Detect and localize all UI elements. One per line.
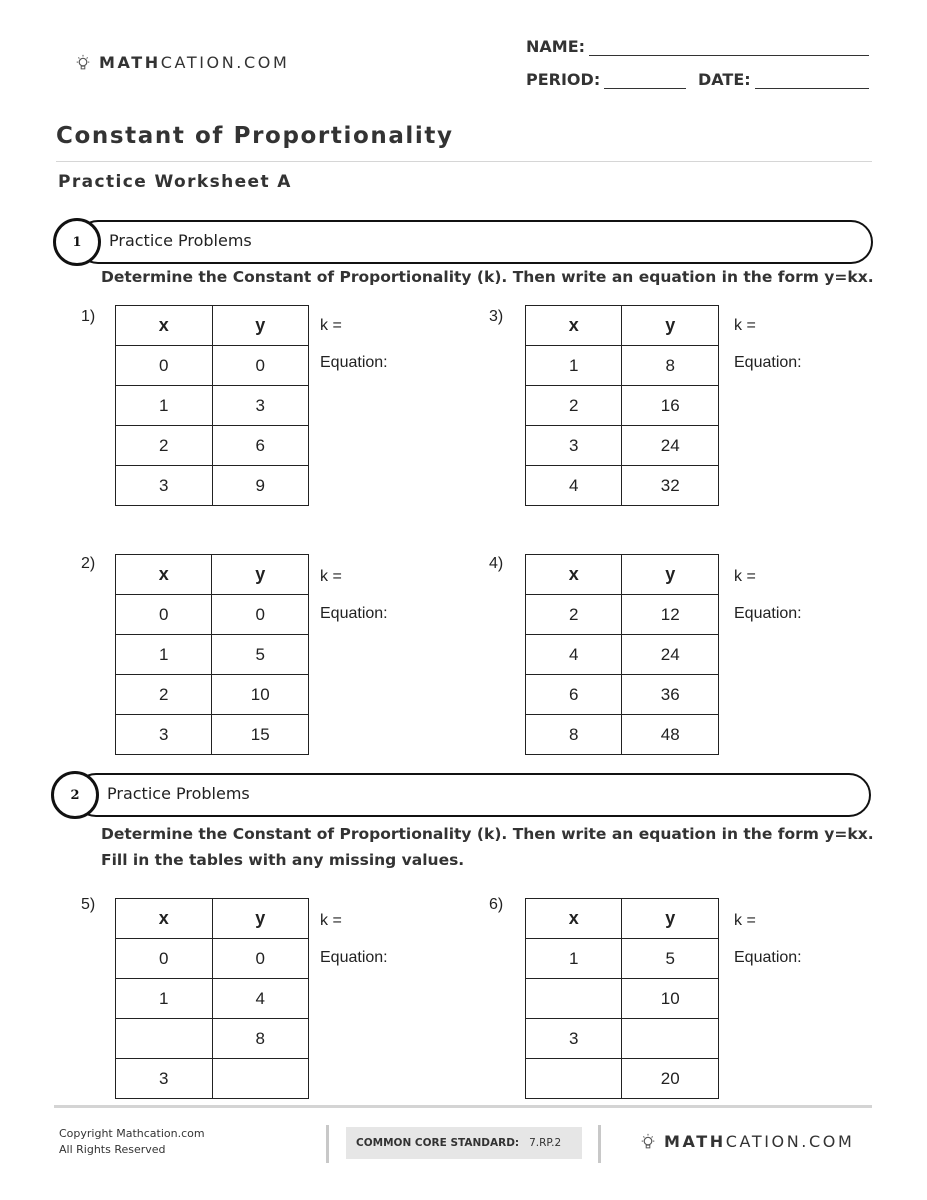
x-header: x (526, 899, 622, 939)
table-row (526, 715, 719, 755)
x-cell: 4 (526, 635, 622, 675)
mathcation-logo (74, 53, 289, 72)
table-header-row (526, 555, 719, 595)
footer-divider (54, 1105, 872, 1108)
problem-2-number: 2) (81, 555, 96, 572)
problem-1-table (115, 305, 309, 506)
y-cell: 0 (212, 346, 309, 386)
x-cell: 1 (116, 979, 213, 1019)
problem-6-table (525, 898, 719, 1099)
problem-2-equation-label: Equation: (320, 605, 388, 622)
problem-4-equation-label: Equation: (734, 605, 802, 622)
problem-1-equation-label: Equation: (320, 354, 388, 371)
y-cell-blank[interactable] (622, 1019, 719, 1059)
section-2-instruction (101, 821, 874, 873)
y-cell: 3 (212, 386, 309, 426)
problem-3-number: 3) (489, 308, 504, 325)
period-label: PERIOD: (526, 70, 601, 89)
x-cell: 6 (526, 675, 622, 715)
date-line[interactable] (755, 73, 869, 89)
x-header: x (116, 555, 212, 595)
x-cell: 8 (526, 715, 622, 755)
table-row (116, 1059, 309, 1099)
y-cell: 10 (622, 979, 719, 1019)
period-line[interactable] (604, 73, 686, 89)
y-cell: 10 (212, 675, 309, 715)
table-row (116, 595, 309, 635)
problem-6-equation-label: Equation: (734, 949, 802, 966)
date-label: DATE: (698, 70, 751, 89)
period-field[interactable] (526, 70, 686, 89)
table-header-row (116, 555, 309, 595)
x-cell: 0 (116, 346, 213, 386)
section-2-number: 2 (51, 771, 99, 819)
x-cell: 3 (116, 715, 212, 755)
x-cell-blank[interactable] (526, 979, 622, 1019)
x-header: x (116, 306, 213, 346)
section-2-instruction-line1: Determine the Constant of Proportionality (k). Then write an equation in the form y=kx. (101, 825, 874, 843)
table-row (116, 466, 309, 506)
common-core-standard-badge (346, 1127, 582, 1159)
footer-separator-right (598, 1125, 601, 1163)
problem-6-number: 6) (489, 896, 504, 913)
section-2-title: Practice Problems (107, 784, 250, 803)
table-row (116, 635, 309, 675)
x-cell: 1 (526, 346, 622, 386)
y-header: y (212, 899, 309, 939)
y-cell: 36 (622, 675, 719, 715)
y-header: y (622, 555, 719, 595)
y-header: y (212, 306, 309, 346)
x-cell-blank[interactable] (526, 1059, 622, 1099)
table-row (116, 426, 309, 466)
problem-4-number: 4) (489, 555, 504, 572)
page-title: Constant of Proportionality (56, 123, 454, 149)
name-label: NAME: (526, 37, 586, 56)
x-cell: 0 (116, 939, 213, 979)
standard-label: COMMON CORE STANDARD: (356, 1137, 520, 1149)
y-cell: 24 (622, 426, 719, 466)
name-field[interactable] (526, 37, 869, 56)
y-cell: 48 (622, 715, 719, 755)
x-cell: 3 (116, 1059, 213, 1099)
x-cell: 4 (526, 466, 622, 506)
table-header-row (526, 306, 719, 346)
x-cell: 2 (116, 675, 212, 715)
date-field[interactable] (698, 70, 869, 89)
title-divider (56, 161, 872, 162)
y-cell: 8 (622, 346, 719, 386)
lightbulb-icon (639, 1133, 657, 1151)
problem-1-k-label: k = (320, 317, 342, 334)
standard-code: 7.RP.2 (529, 1137, 562, 1149)
lightbulb-icon (74, 54, 92, 72)
x-header: x (526, 555, 622, 595)
y-cell: 6 (212, 426, 309, 466)
x-cell: 2 (116, 426, 213, 466)
problem-5-k-label: k = (320, 912, 342, 929)
x-cell-blank[interactable] (116, 1019, 213, 1059)
problem-3-k-label: k = (734, 317, 756, 334)
table-row (526, 675, 719, 715)
y-header: y (622, 306, 719, 346)
x-cell: 3 (116, 466, 213, 506)
y-cell: 15 (212, 715, 309, 755)
logo-text: MATHCATION.COM (99, 53, 290, 72)
table-row (526, 595, 719, 635)
table-header-row (116, 306, 309, 346)
x-cell: 1 (116, 386, 213, 426)
copyright-text (59, 1126, 205, 1158)
table-header-row (116, 899, 309, 939)
x-cell: 0 (116, 595, 212, 635)
footer-separator-left (326, 1125, 329, 1163)
table-row (116, 939, 309, 979)
copyright-line-1: Copyright Mathcation.com (59, 1127, 205, 1140)
table-row (526, 426, 719, 466)
problem-5-number: 5) (81, 896, 96, 913)
table-row (116, 386, 309, 426)
table-row (116, 979, 309, 1019)
problem-2-table (115, 554, 309, 755)
section-2-instruction-line2: Fill in the tables with any missing values. (101, 851, 465, 869)
problem-5-equation-label: Equation: (320, 949, 388, 966)
x-cell: 3 (526, 1019, 622, 1059)
y-cell-blank[interactable] (212, 1059, 309, 1099)
x-header: x (526, 306, 622, 346)
y-header: y (622, 899, 719, 939)
x-cell: 1 (116, 635, 212, 675)
table-row (526, 939, 719, 979)
table-row (526, 1059, 719, 1099)
section-1-instruction-line1: Determine the Constant of Proportionality (k). Then write an equation in the form y=kx. (101, 268, 874, 286)
problem-6-k-label: k = (734, 912, 756, 929)
y-header: y (212, 555, 309, 595)
y-cell: 12 (622, 595, 719, 635)
problem-1-number: 1) (81, 308, 96, 325)
section-1-number: 1 (53, 218, 101, 266)
y-cell: 24 (622, 635, 719, 675)
mathcation-logo-footer (639, 1132, 854, 1151)
y-cell: 0 (212, 595, 309, 635)
x-cell: 1 (526, 939, 622, 979)
x-cell: 2 (526, 386, 622, 426)
y-cell: 5 (622, 939, 719, 979)
y-cell: 0 (212, 939, 309, 979)
table-row (526, 635, 719, 675)
x-cell: 2 (526, 595, 622, 635)
page-subtitle: Practice Worksheet A (58, 172, 292, 192)
logo-text: MATHCATION.COM (664, 1132, 855, 1151)
problem-3-table (525, 305, 719, 506)
x-header: x (116, 899, 213, 939)
y-cell: 5 (212, 635, 309, 675)
table-row (526, 386, 719, 426)
table-row (526, 346, 719, 386)
y-cell: 9 (212, 466, 309, 506)
y-cell: 4 (212, 979, 309, 1019)
table-row (526, 1019, 719, 1059)
y-cell: 8 (212, 1019, 309, 1059)
y-cell: 20 (622, 1059, 719, 1099)
table-row (526, 466, 719, 506)
problem-4-k-label: k = (734, 568, 756, 585)
problem-5-table (115, 898, 309, 1099)
y-cell: 16 (622, 386, 719, 426)
section-1-title: Practice Problems (109, 231, 252, 250)
table-header-row (526, 899, 719, 939)
table-row (116, 715, 309, 755)
y-cell: 32 (622, 466, 719, 506)
problem-4-table (525, 554, 719, 755)
table-row (526, 979, 719, 1019)
name-line[interactable] (589, 40, 869, 56)
problem-2-k-label: k = (320, 568, 342, 585)
copyright-line-2: All Rights Reserved (59, 1143, 166, 1156)
table-row (116, 1019, 309, 1059)
x-cell: 3 (526, 426, 622, 466)
table-row (116, 675, 309, 715)
problem-3-equation-label: Equation: (734, 354, 802, 371)
table-row (116, 346, 309, 386)
section-1-instruction (101, 264, 874, 290)
